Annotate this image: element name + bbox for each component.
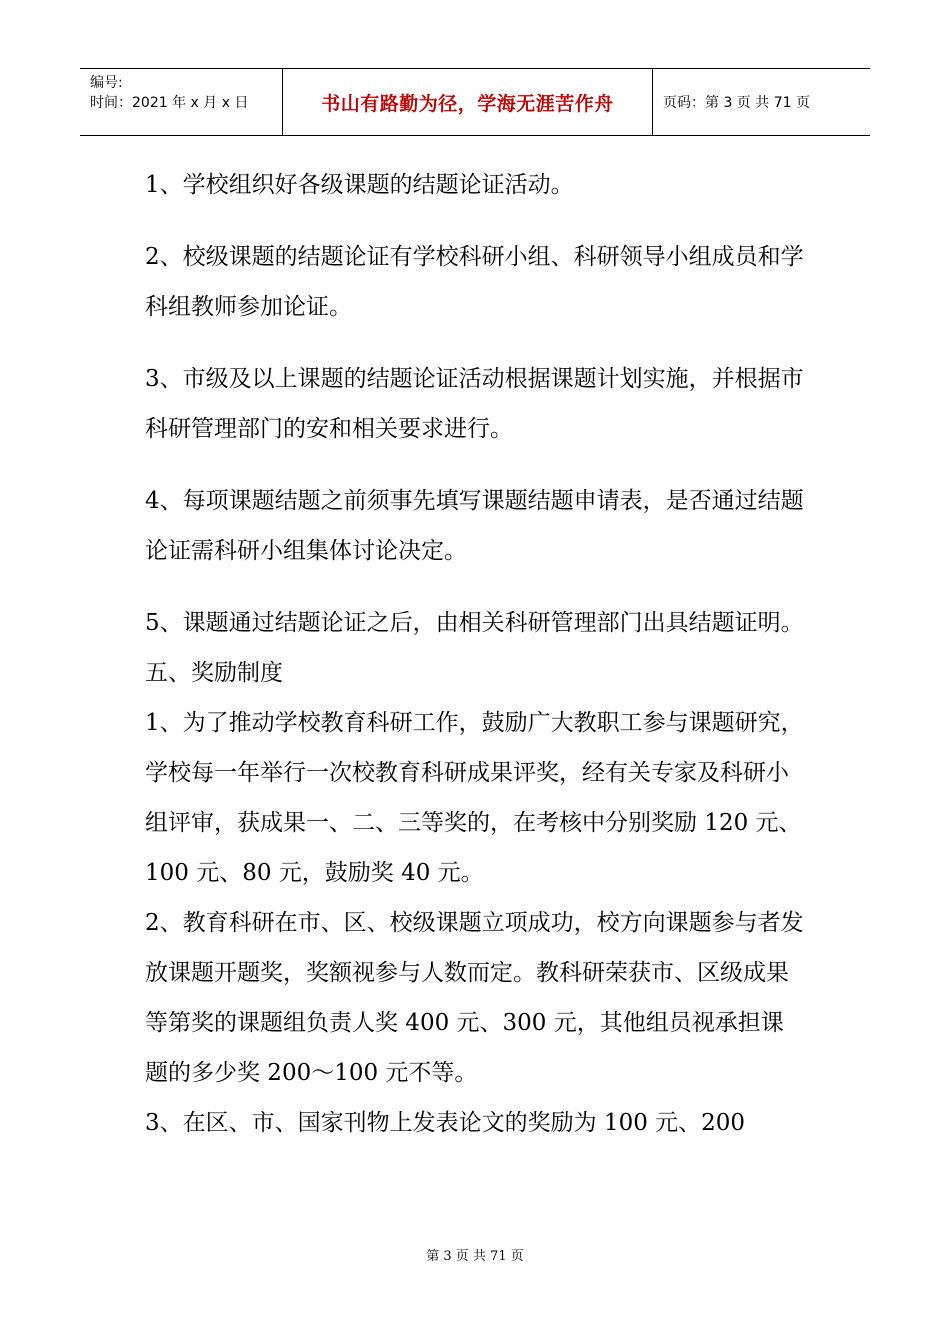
paragraph-2: 2、校级课题的结题论证有学校科研小组、科研领导小组成员和学科组教师参加论证。: [145, 244, 804, 320]
paragraph-1: 1、学校组织好各级课题的结题论证活动。: [145, 172, 574, 198]
paragraph-reward-2: 2、教育科研在市、区、校级课题立项成功，校方向课题参与者发放课题开题奖，奖额视参与人数而定。教科研荣获市、区级成果等第奖的课题组负责人奖 400 元、300 元，其他组员视承担课题的多少奖 200～100 元不等。: [145, 910, 804, 1086]
paragraph-4: 4、每项课题结题之前须事先填写课题结题申请表，是否通过结题论证需科研小组集体讨论决定。: [145, 488, 804, 564]
document-number-label: 编号:: [90, 75, 123, 91]
document-time-label: 时间：2021 年 x 月 x 日: [90, 95, 249, 111]
header-meta: [80, 69, 283, 135]
paragraph-reward-1: 1、为了推动学校教育科研工作，鼓励广大教职工参与课题研究，学校每一年举行一次校教育科研成果评奖，经有关专家及科研小组评审，获成果一、二、三等奖的，在考核中分别奖励 120 元、100 元、80 元，鼓励奖 40 元。: [145, 710, 804, 886]
document-body: [145, 160, 805, 1148]
header-table: [80, 68, 870, 136]
header-page-info: 页码：第 3 页 共 71 页: [663, 95, 810, 111]
paragraph-5: 5、课题通过结题论证之后，由相关科研管理部门出具结题证明。: [145, 610, 804, 636]
page-footer: 第 3 页 共 71 页: [426, 1249, 524, 1264]
paragraph-reward-3: 3、在区、市、国家刊物上发表论文的奖励为 100 元、200: [145, 1110, 746, 1136]
header-motto: 书山有路勤为径，学海无涯苦作舟: [283, 69, 653, 135]
paragraph-3: 3、市级及以上课题的结题论证活动根据课题计划实施，并根据市科研管理部门的安和相关要求进行。: [145, 366, 804, 442]
section-heading-rewards: 五、奖励制度: [145, 660, 283, 686]
